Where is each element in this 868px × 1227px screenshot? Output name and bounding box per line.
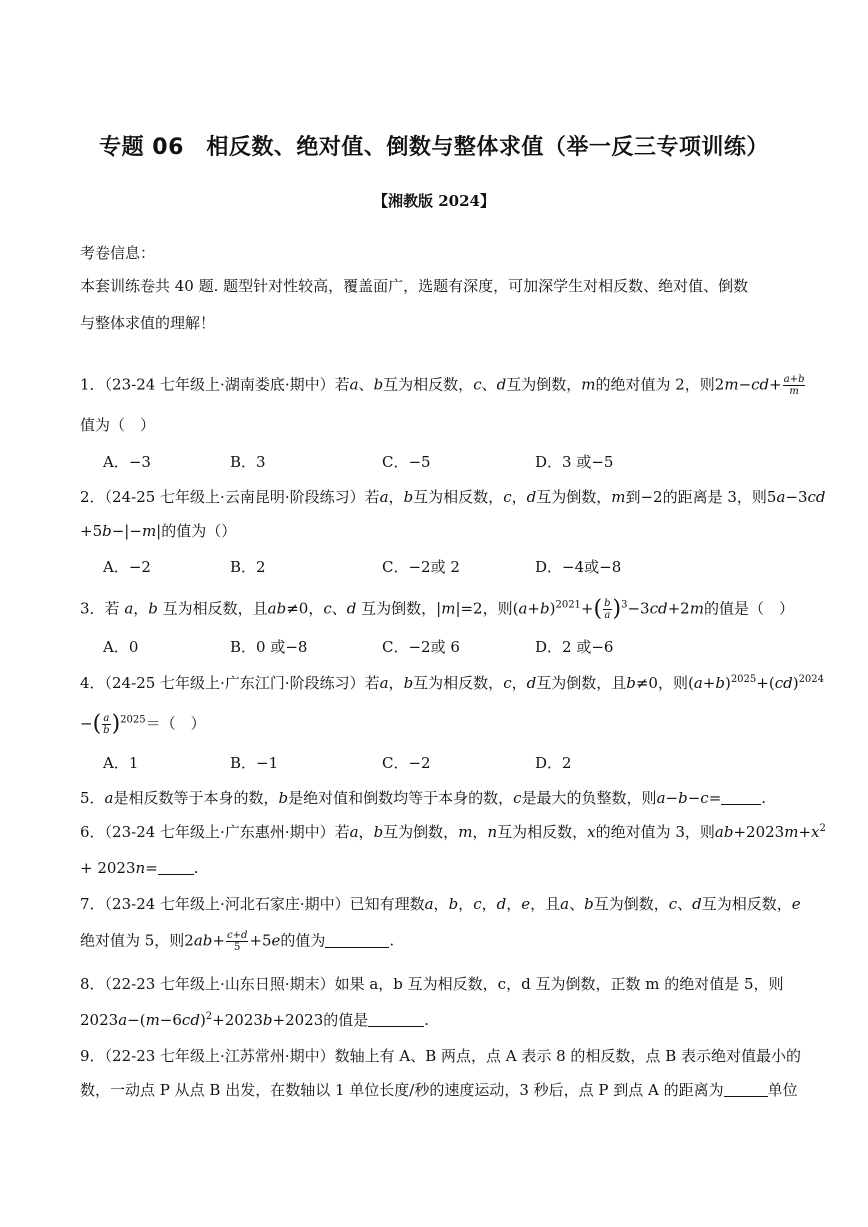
q4-option-c: C．−2 bbox=[382, 754, 431, 772]
q1-option-d: D．3 或−5 bbox=[535, 453, 614, 471]
fraction: $\frac{b}{a}$ bbox=[604, 598, 611, 621]
page-title: 专题 06 相反数、绝对值、倒数与整体求值（举一反三专项训练） bbox=[99, 135, 769, 160]
answer-blank[interactable] bbox=[721, 790, 761, 805]
info-heading: 考卷信息： bbox=[80, 244, 156, 262]
question-2-line-2: +5b−|−m|的值为（） bbox=[80, 522, 237, 540]
answer-blank[interactable] bbox=[158, 860, 194, 875]
q3-option-d: D．2 或−6 bbox=[535, 638, 614, 656]
q1-option-a: A．−3 bbox=[103, 453, 151, 471]
fraction: $\frac{c+d}{5}$ bbox=[226, 930, 248, 953]
fraction: $\frac{a+b}{m}$ bbox=[783, 374, 805, 397]
question-6-line-2: + 2023n= . bbox=[80, 859, 199, 877]
q2-option-c: C．−2或 2 bbox=[382, 558, 460, 576]
question-8-line-1: 8．（22-23 七年级上·山东日照·期末）如果 a，b 互为相反数，c，d 互为倒数，正数 m 的绝对值是 5，则 bbox=[80, 975, 784, 993]
question-5-line: 5．a是相反数等于本身的数，b是绝对值和倒数均等于本身的数，c是最大的负整数，则a−b−c= . bbox=[80, 789, 767, 807]
question-8-line-2: $2023a-(m-6cd)^2+2023b+2023$的值是 . bbox=[80, 1011, 430, 1029]
question-9-line-2: 数，一动点 P 从点 B 出发，在数轴以 1 单位长度/秒的速度运动，3 秒后，点 P 到点 A 的距离为 单位 bbox=[80, 1081, 798, 1099]
q2-option-d: D．−4或−8 bbox=[535, 558, 622, 576]
question-1-line-2: 值为（ ） bbox=[80, 416, 156, 434]
q1-option-c: C．−5 bbox=[382, 453, 431, 471]
info-line-1: 本套训练卷共 40 题. 题型针对性较高，覆盖面广，选题有深度，可加深学生对相反数、绝对值、倒数 bbox=[80, 277, 749, 295]
edition-label: 【湘教版 2024】 bbox=[373, 192, 495, 210]
question-4-line-1: 4．（24-25 七年级上·广东江门·阶段练习）若a，b互为相反数，c，d互为倒数，且b≠0，则$(a+b)^{2025}+(cd)^{2024}$ bbox=[80, 674, 825, 692]
question-9-line-1: 9．（22-23 七年级上·江苏常州·期中）数轴上有 A、B 两点，点 A 表示 8 的相反数，点 B 表示绝对值最小的 bbox=[80, 1047, 801, 1065]
answer-blank[interactable] bbox=[368, 1012, 424, 1027]
q1-option-b: B．3 bbox=[230, 453, 266, 471]
question-2-line-1: 2．（24-25 七年级上·云南昆明·阶段练习）若a，b互为相反数，c，d互为倒数，m到−2的距离是 3，则5a−3cd bbox=[80, 488, 826, 506]
question-7-line-1: 7．（23-24 七年级上·河北石家庄·期中）已知有理数a，b，c，d，e，且a、b互为倒数，c、d互为相反数，e bbox=[80, 895, 801, 913]
question-7-line-2: 绝对值为 5，则2ab+ $\frac{c+d}{5}$ +5e的值为 . bbox=[80, 930, 395, 953]
q4-option-d: D．2 bbox=[535, 754, 572, 772]
question-3-line: 3．若 a，b 互为相反数，且ab≠0，c、d 互为倒数，|m|=2，则$(a+b)^{2021}+$( $\frac{b}{a}$ )$^3$−3cd+2m的值是（ ） bbox=[80, 596, 794, 622]
question-6-line-1: 6．（23-24 七年级上·广东惠州·期中）若a，b互为倒数，m，n互为相反数，x的绝对值为 3，则$ab+2023m+x^2$ bbox=[80, 823, 826, 841]
q4-option-b: B．−1 bbox=[230, 754, 279, 772]
fraction: $\frac{a}{b}$ bbox=[103, 713, 110, 736]
answer-blank[interactable] bbox=[325, 933, 389, 948]
q3-option-c: C．−2或 6 bbox=[382, 638, 460, 656]
q3-option-b: B．0 或−8 bbox=[230, 638, 308, 656]
question-1-line-1: 1．（23-24 七年级上·湖南娄底·期中）若a、b互为相反数，c、d互为倒数，m的绝对值为 2，则2m−cd+ $\frac{a+b}{m}$ bbox=[80, 374, 805, 397]
question-4-line-2: −( $\frac{a}{b}$ )$^{2025}$＝（ ） bbox=[80, 711, 206, 737]
info-line-2: 与整体求值的理解！ bbox=[80, 314, 216, 332]
q4-option-a: A．1 bbox=[103, 754, 139, 772]
answer-blank[interactable] bbox=[724, 1082, 768, 1097]
q2-option-b: B．2 bbox=[230, 558, 266, 576]
q3-option-a: A．0 bbox=[103, 638, 139, 656]
q2-option-a: A．−2 bbox=[103, 558, 151, 576]
